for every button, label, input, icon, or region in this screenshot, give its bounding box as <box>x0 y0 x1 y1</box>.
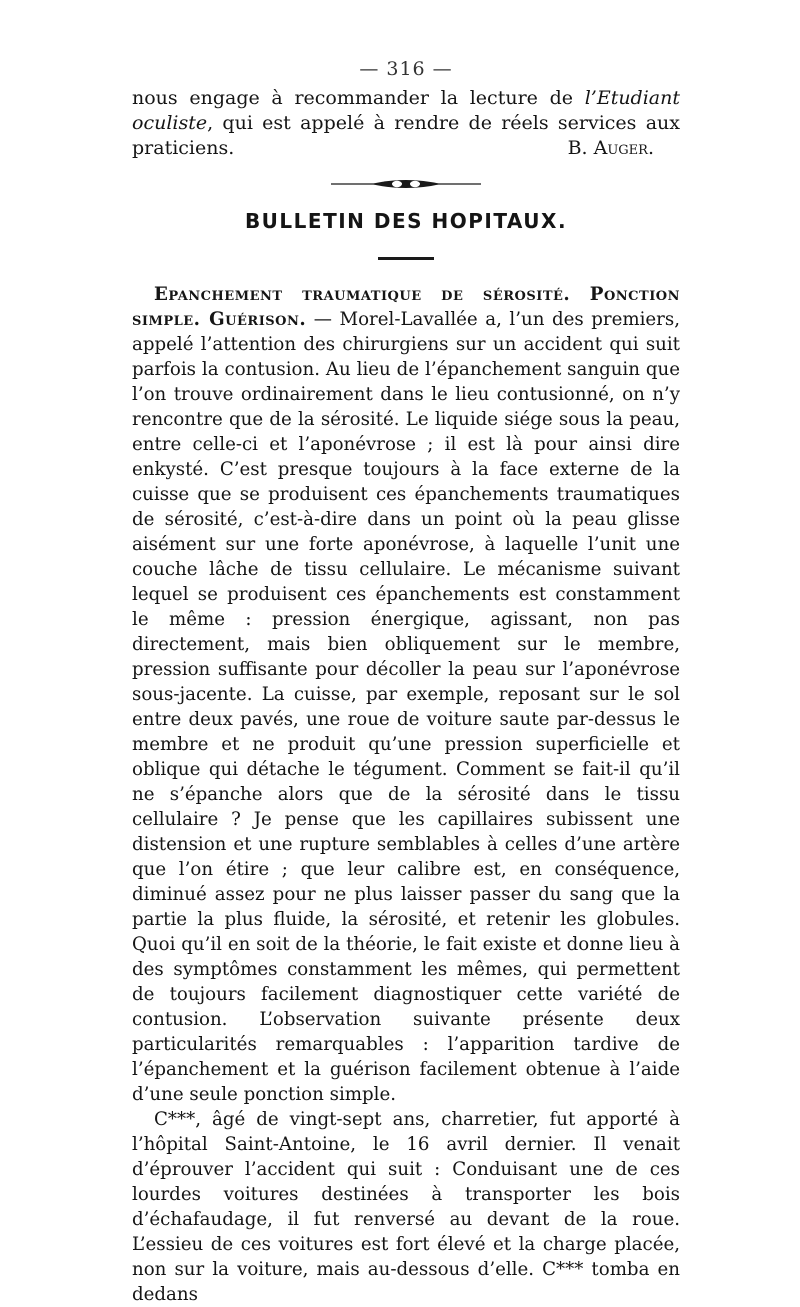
section-title: BULLETIN DES HOPITAUX. <box>244 209 568 233</box>
ornament-divider <box>132 177 680 191</box>
intro-paragraph <box>132 86 680 161</box>
paragraph-2: C***, âgé de vingt-sept ans, charretier, fut apporté à l’hôpital Saint-Antoine, le 16 avril dernier. Il venait d’éprouver l’accident qui suit : Conduisant une de ces lourdes voitures destinées à transporter les bois d’échafaudage, il fut renversé au devant de la roue. L’essieu de ces voitures est fort élevé et la charge placée, non sur la voiture, mais au-dessous d’elle. C*** tomba en dedans <box>132 1109 680 1305</box>
document-page <box>132 58 680 1307</box>
intro-text-after: , qui est appelé à rendre de réels services aux praticiens. <box>132 112 680 159</box>
paragraph-1-text: — Morel-Lavallée a, l’un des premiers, appelé l’attention des chirurgiens sur un accident qui suit parfois la contusion. Au lieu de l’épanchement sanguin que l’on trouve ordinairement dans le lieu contusionné, on n’y rencontre que de la sérosité. Le liquide siége sous la peau, entre celle-ci et l’aponévrose ; il est là pour ainsi dire enkysté. C’est presque toujours à la face externe de la cuisse que se produisent ces épanchements traumatiques de sérosité, c’est-à-dire dans un point où la peau glisse aisément sur une forte aponévrose, à laquelle l’unit une couche lâche de tissu cellulaire. Le mécanisme suivant lequel se produisent ces épanchements est constamment le même : pression énergique, agissant, non pas directement, mais bien obliquement sur le membre, pression suffisante pour décoller la peau sur l’aponévrose sous-jacente. La cuisse, par exemple, reposant sur le sol entre deux pavés, une roue de voiture saute par-dessus le membre et ne produit qu’une pression superficielle et oblique qui détache le tégument. Comment se fait-il qu’il ne s’épanche alors que de la sérosité dans le tissu cellulaire ? Je pense que les capillaires subissent une distension et une rupture semblables à celles d’une artère que l’on étire ; que leur calibre est, en conséquence, diminué assez pour ne plus laisser passer du sang que la partie la plus fluide, la sérosité, et retenir les globules. Quoi qu’il en soit de la théorie, le fait existe et donne lieu à des symptômes constamment les mêmes, qui permettent de toujours facilement diagnostiquer cette variété de contusion. L’observation suivante présente deux particularités remarquables : l’apparition tardive de l’épanchement et la guérison facilement obtenue à l’aide d’une seule ponction simple. <box>132 309 680 1105</box>
paragraph-1 <box>132 282 680 1107</box>
title-rule <box>378 257 434 260</box>
article-body <box>132 282 680 1307</box>
author-signature: B. Auger. <box>567 137 654 159</box>
page-number: — 316 — <box>359 58 453 80</box>
book-title: l’Etudiant oculiste <box>132 87 680 134</box>
article-heading: Epanchement traumatique de sérosité. Ponction simple. Guérison. <box>132 284 680 330</box>
intro-text-before: nous engage à recommander la lecture de <box>132 87 585 109</box>
ornament-icon <box>331 177 481 191</box>
